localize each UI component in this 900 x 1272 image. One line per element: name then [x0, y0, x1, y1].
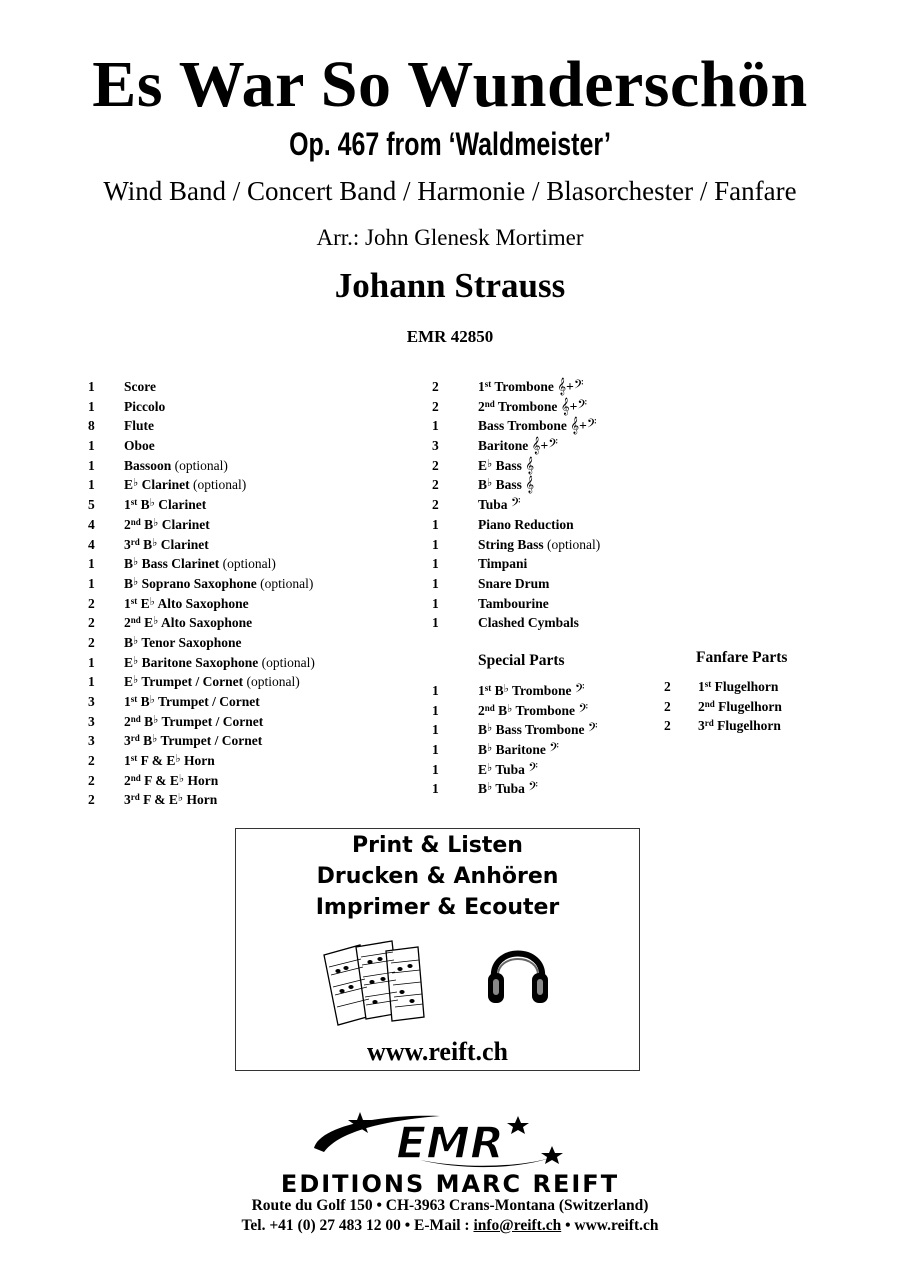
part-name: String Bass (optional) — [478, 536, 601, 552]
part-name: Score — [124, 379, 156, 394]
page-title: Es War So Wunderschön — [92, 48, 808, 121]
part-row — [88, 495, 428, 515]
part-quantity: 3 — [88, 694, 95, 709]
part-quantity: 4 — [88, 516, 95, 532]
part-quantity: 1 — [88, 674, 95, 690]
part-quantity: 1 — [432, 742, 439, 758]
part-row — [88, 397, 428, 417]
part-quantity: 2 — [664, 718, 671, 734]
fanfare-parts-list — [664, 677, 844, 736]
part-row — [432, 574, 672, 594]
composer-name: Johann Strauss — [334, 266, 566, 305]
part-name: 3rd B♭ Trumpet / Cornet — [124, 733, 263, 749]
part-quantity: 1 — [88, 575, 95, 591]
part-row — [432, 515, 672, 535]
part-quantity: 1 — [432, 595, 439, 611]
part-quantity: 1 — [432, 536, 439, 552]
contact-email-link[interactable]: info@reift.ch — [473, 1217, 562, 1234]
print-listen-box — [235, 828, 640, 1071]
part-quantity: 1 — [432, 761, 439, 777]
part-name: Snare Drum — [478, 575, 550, 591]
part-quantity: 1 — [88, 457, 95, 473]
part-row — [88, 377, 428, 397]
part-name: 1st B♭ Trumpet / Cornet — [124, 694, 260, 709]
part-quantity: 1 — [88, 654, 95, 670]
part-name: Oboe — [124, 438, 155, 454]
part-row — [88, 653, 428, 673]
part-quantity: 1 — [432, 615, 439, 631]
part-name: 1st Trombone 𝄞+𝄢 — [478, 377, 584, 395]
part-row — [88, 594, 428, 614]
special-parts-heading: Special Parts — [478, 652, 565, 669]
part-quantity: 1 — [88, 379, 95, 394]
publisher-contact — [0, 1218, 900, 1234]
part-name: 1st B♭ Clarinet — [124, 497, 207, 513]
part-quantity: 3 — [88, 713, 95, 729]
part-row — [432, 495, 672, 515]
part-quantity: 1 — [432, 702, 439, 718]
headphones-icon — [486, 935, 550, 1007]
part-row — [432, 760, 672, 780]
part-name: Tambourine — [478, 595, 549, 611]
part-quantity: 1 — [88, 477, 95, 493]
part-name: 3rd B♭ Clarinet — [124, 536, 209, 552]
part-quantity: 4 — [88, 536, 95, 552]
part-quantity: 2 — [432, 457, 439, 473]
part-quantity: 1 — [432, 418, 439, 434]
part-row — [88, 790, 428, 810]
part-name: B♭ Soprano Saxophone (optional) — [124, 575, 314, 591]
part-row — [432, 475, 672, 495]
part-name: B♭ Bass 𝄞 — [478, 475, 535, 494]
part-name: E♭ Trumpet / Cornet (optional) — [124, 674, 300, 690]
part-row — [432, 377, 672, 397]
part-row — [432, 397, 672, 417]
special-parts-list — [432, 681, 672, 799]
part-row — [88, 416, 428, 436]
opus-subtitle: Op. 467 from ‘Waldmeister’ — [289, 126, 611, 162]
part-quantity: 2 — [432, 379, 439, 394]
part-quantity: 1 — [88, 438, 95, 454]
part-name: E♭ Bass 𝄞 — [478, 455, 535, 474]
part-quantity: 1 — [88, 556, 95, 572]
part-name: 2nd B♭ Clarinet — [124, 516, 210, 532]
part-name: Piccolo — [124, 398, 166, 414]
part-name: 3rd F & E♭ Horn — [124, 792, 218, 808]
part-quantity: 2 — [88, 615, 95, 631]
part-row — [432, 436, 672, 456]
part-row — [88, 633, 428, 653]
part-row — [88, 436, 428, 456]
part-name: Clashed Cymbals — [478, 615, 579, 631]
part-quantity: 2 — [664, 698, 671, 714]
part-quantity: 1 — [432, 683, 439, 698]
publisher-name: EDITIONS MARC REIFT — [280, 1170, 620, 1198]
part-quantity: 1 — [432, 722, 439, 738]
part-row — [88, 712, 428, 732]
part-row — [88, 475, 428, 495]
part-row — [88, 672, 428, 692]
arranger-credit: Arr.: John Glenesk Mortimer — [316, 225, 584, 250]
part-quantity: 2 — [432, 497, 439, 513]
part-quantity: 1 — [432, 516, 439, 532]
part-quantity: 1 — [432, 575, 439, 591]
part-row — [88, 515, 428, 535]
parts-list-left — [88, 377, 428, 810]
part-row — [664, 677, 844, 697]
part-name: 1st B♭ Trombone 𝄢 — [478, 681, 585, 699]
part-row — [88, 692, 428, 712]
part-name: 1st F & E♭ Horn — [124, 753, 215, 769]
part-row — [88, 771, 428, 791]
part-name: 2nd F & E♭ Horn — [124, 772, 219, 788]
part-row — [88, 574, 428, 594]
part-row — [664, 716, 844, 736]
part-name: 3rd Flugelhorn — [698, 718, 781, 734]
sheet-music-icon — [320, 937, 430, 1029]
part-name: 1st E♭ Alto Saxophone — [124, 595, 249, 611]
part-row — [88, 613, 428, 633]
contact-phone: Tel. +41 (0) 27 483 12 00 • E-Mail : — [241, 1217, 474, 1234]
catalog-number: EMR 42850 — [406, 327, 494, 346]
part-name: B♭ Tuba 𝄢 — [478, 779, 538, 798]
part-name: 1st Flugelhorn — [698, 679, 779, 694]
part-row — [88, 731, 428, 751]
part-name: B♭ Baritone 𝄢 — [478, 740, 559, 759]
part-row — [664, 697, 844, 717]
part-name: B♭ Bass Trombone 𝄢 — [478, 720, 598, 739]
part-row — [432, 613, 672, 633]
part-name: Bass Trombone 𝄞+𝄢 — [478, 416, 597, 435]
part-quantity: 2 — [88, 595, 95, 611]
part-row — [432, 701, 672, 721]
part-quantity: 2 — [88, 634, 95, 650]
part-name: E♭ Clarinet (optional) — [124, 477, 247, 493]
part-row — [88, 535, 428, 555]
fanfare-parts-heading: Fanfare Parts — [696, 649, 788, 666]
part-name: Bassoon (optional) — [124, 457, 228, 473]
part-quantity: 8 — [88, 418, 95, 434]
part-row — [432, 681, 672, 701]
part-quantity: 1 — [432, 781, 439, 797]
part-name: Piano Reduction — [478, 516, 574, 532]
part-quantity: 2 — [88, 753, 95, 769]
publisher-address: Route du Golf 150 • CH-3963 Crans-Montana (Switzerland) — [251, 1197, 649, 1214]
part-name: Timpani — [478, 556, 528, 572]
band-types: Wind Band / Concert Band / Harmonie / Blasorchester / Fanfare — [103, 176, 797, 206]
part-name: B♭ Tenor Saxophone — [124, 634, 242, 650]
parts-list-right — [432, 377, 672, 633]
part-name: E♭ Tuba 𝄢 — [478, 759, 538, 778]
part-row — [88, 751, 428, 771]
part-name: E♭ Baritone Saxophone (optional) — [124, 654, 315, 670]
part-row — [432, 456, 672, 476]
part-name: 2nd Trombone 𝄞+𝄢 — [478, 396, 588, 415]
part-row — [432, 535, 672, 555]
part-name: 2nd E♭ Alto Saxophone — [124, 615, 253, 631]
part-name: 2nd Flugelhorn — [698, 698, 782, 714]
part-quantity: 3 — [88, 733, 95, 749]
part-quantity: 2 — [432, 477, 439, 493]
part-name: 2nd B♭ Trumpet / Cornet — [124, 713, 264, 729]
part-quantity: 2 — [432, 398, 439, 414]
part-quantity: 3 — [432, 438, 439, 454]
part-row — [432, 740, 672, 760]
part-row — [432, 779, 672, 799]
part-row — [432, 720, 672, 740]
part-quantity: 1 — [88, 398, 95, 414]
emr-logo-text: EMR — [396, 1118, 504, 1169]
part-quantity: 5 — [88, 497, 95, 513]
emr-logo — [300, 1108, 600, 1172]
part-name: B♭ Bass Clarinet (optional) — [124, 556, 276, 572]
promo-line-german: Drucken & Anhören — [316, 864, 559, 889]
part-name: Tuba 𝄢 — [478, 495, 521, 514]
part-quantity: 2 — [664, 679, 671, 694]
contact-website: • www.reift.ch — [561, 1217, 659, 1234]
part-row — [432, 416, 672, 436]
part-row — [432, 554, 672, 574]
part-quantity: 1 — [432, 556, 439, 572]
promo-line-english: Print & Listen — [352, 833, 523, 858]
part-name: 2nd B♭ Trombone 𝄢 — [478, 700, 589, 719]
part-quantity: 2 — [88, 772, 95, 788]
part-name: Flute — [124, 418, 154, 434]
promo-website-link[interactable]: www.reift.ch — [366, 1037, 509, 1066]
part-row — [88, 456, 428, 476]
part-row — [88, 554, 428, 574]
part-quantity: 2 — [88, 792, 95, 808]
part-name: Baritone 𝄞+𝄢 — [478, 436, 558, 455]
promo-line-french: Imprimer & Ecouter — [315, 895, 560, 920]
part-row — [432, 594, 672, 614]
